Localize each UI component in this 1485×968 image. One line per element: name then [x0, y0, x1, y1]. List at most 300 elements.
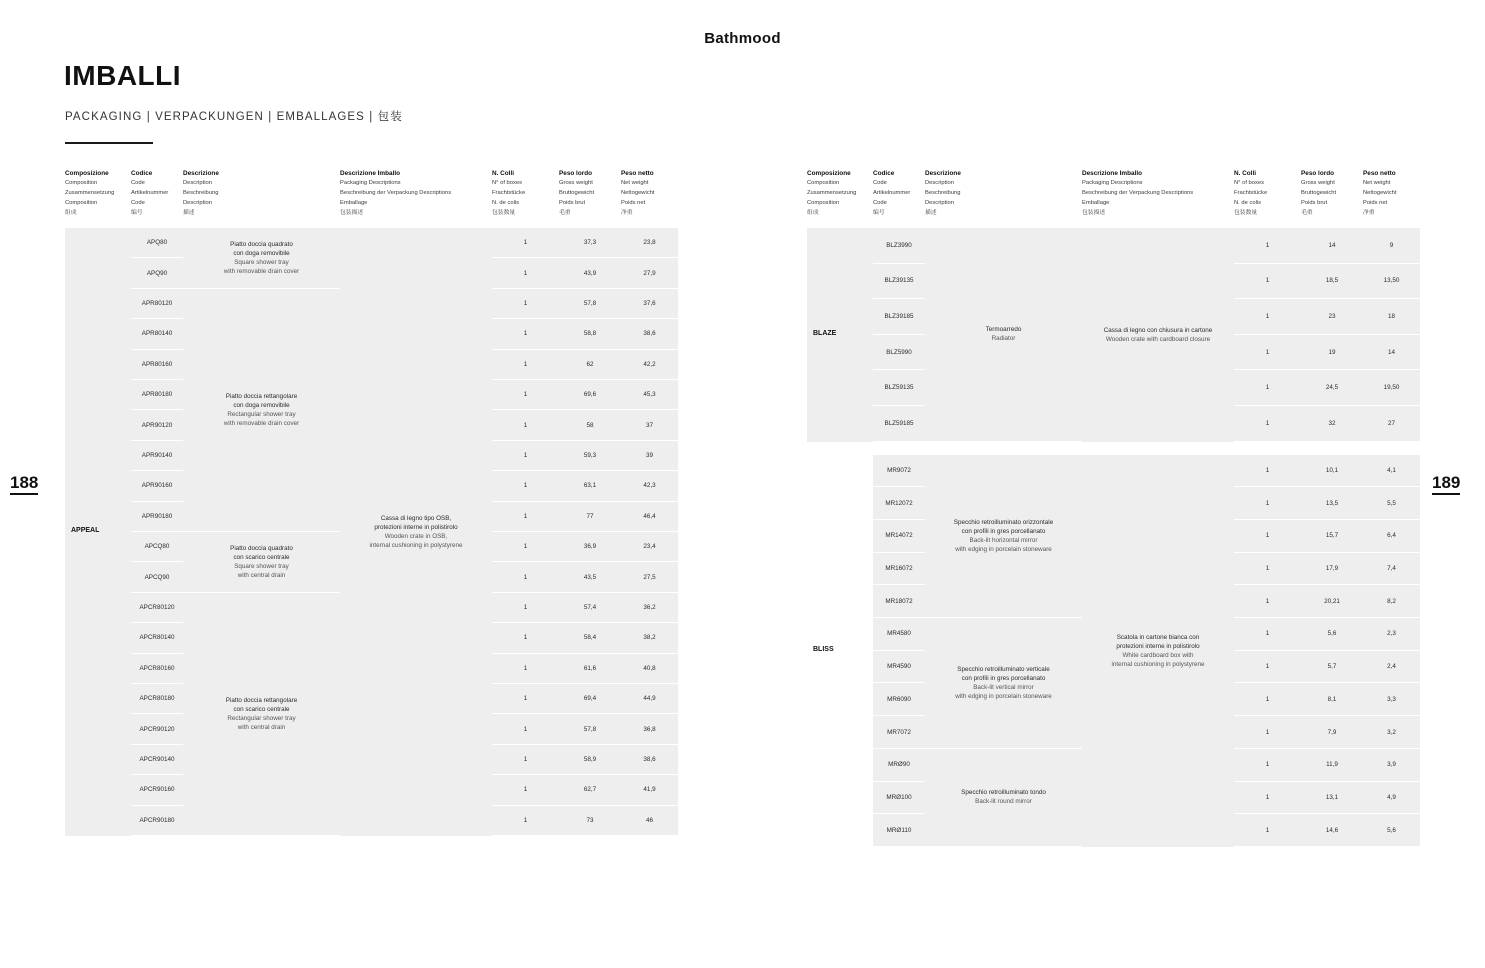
column-header-title: Composizione: [807, 170, 851, 177]
table-cell-boxes: 1: [492, 228, 559, 258]
column-header: [925, 170, 1082, 219]
table-cell-net-weight: 7,4: [1363, 553, 1420, 586]
description-en: with removable drain cover: [223, 420, 300, 428]
packaging-cell: [340, 228, 492, 836]
table-cell-boxes: 1: [1234, 299, 1301, 335]
column-header: [131, 170, 183, 219]
table-cell-gross-weight: 11,9: [1301, 749, 1363, 782]
table-cell-code: MR9072: [873, 455, 925, 488]
table-cell-code: MR18072: [873, 585, 925, 618]
column-header: [1301, 170, 1363, 219]
page-number-right: 189: [1432, 474, 1460, 495]
column-header-line: Poids brut: [559, 199, 586, 206]
description-en: Rectangular shower tray: [227, 410, 296, 418]
table-cell-boxes: 1: [1234, 520, 1301, 553]
table-cell-boxes: 1: [1234, 455, 1301, 488]
table-cell-boxes: 1: [1234, 683, 1301, 716]
table-cell-gross-weight: 43,9: [559, 258, 621, 288]
column-header-title: N. Colli: [492, 170, 515, 177]
column-header-line: Code: [131, 199, 145, 206]
column-header-line: Description: [925, 180, 954, 186]
table-header-row: [65, 170, 678, 228]
table-cell-code: APCR90180: [131, 806, 183, 836]
table-cell-net-weight: 5,6: [1363, 814, 1420, 847]
table-cell-code: BLZ39135: [873, 264, 925, 300]
table-cell-net-weight: 3,9: [1363, 749, 1420, 782]
packaging-cell: [1082, 455, 1234, 847]
table-cell-gross-weight: 8,1: [1301, 683, 1363, 716]
table-cell-net-weight: 18: [1363, 299, 1420, 335]
packaging-it: protezioni interne in polistirolo: [374, 523, 458, 531]
column-header-line: 净重: [1363, 209, 1375, 216]
table-cell-gross-weight: 43,5: [559, 562, 621, 592]
table-cell-code: BLZ59185: [873, 406, 925, 442]
table-cell-code: APR80120: [131, 289, 183, 319]
column-header-line: Gross weight: [559, 180, 593, 186]
column-header-line: Artikelnummer: [131, 189, 169, 196]
table-cell-code: APCR90160: [131, 775, 183, 805]
table-cell-boxes: 1: [492, 806, 559, 836]
table-header-row: [807, 170, 1420, 228]
table-cell-net-weight: 46: [621, 806, 678, 836]
description-cell: [183, 228, 340, 289]
column-header: [1082, 170, 1234, 219]
column-header-line: N. de colis: [492, 199, 520, 206]
description-cell: [183, 289, 340, 532]
description-it: con scarico centrale: [233, 705, 290, 713]
table-cell-code: APCR90120: [131, 714, 183, 744]
description-it: Specchio retroilluminato orizzontale: [953, 518, 1054, 526]
table-cell-boxes: 1: [492, 532, 559, 562]
table-gap: [807, 442, 1420, 455]
table-cell-boxes: 1: [1234, 406, 1301, 442]
table-cell-net-weight: 40,8: [621, 654, 678, 684]
table-cell-code: BLZ3990: [873, 228, 925, 264]
table-cell-gross-weight: 73: [559, 806, 621, 836]
table-cell-net-weight: 2,4: [1363, 651, 1420, 684]
description-en: Square shower tray: [234, 258, 289, 266]
column-header-line: Beschreibung der Verpackung Descriptions: [340, 189, 452, 196]
table-cell-net-weight: 46,4: [621, 502, 678, 532]
packaging-en: Wooden crate with cardboard closure: [1105, 335, 1211, 343]
table-cell-gross-weight: 58,4: [559, 623, 621, 653]
table-cell-gross-weight: 18,5: [1301, 264, 1363, 300]
table-cell-boxes: 1: [1234, 228, 1301, 264]
column-header-line: Packaging Descriptions: [1082, 180, 1143, 186]
column-header-line: Poids net: [1363, 199, 1388, 206]
table-cell-net-weight: 27: [1363, 406, 1420, 442]
table-cell-code: MRØ110: [873, 814, 925, 847]
table-cell-boxes: 1: [492, 410, 559, 440]
column-header-line: Composition: [65, 180, 98, 186]
table-cell-code: APQ80: [131, 228, 183, 258]
table-cell-code: APCR80140: [131, 623, 183, 653]
table-cell-code: APCQ90: [131, 562, 183, 592]
column-header-line: 描述: [925, 209, 937, 216]
table-cell-code: BLZ5990: [873, 335, 925, 371]
description-en: Rectangular shower tray: [227, 714, 296, 722]
table-body: [807, 455, 1420, 847]
packaging-table-left: [65, 170, 678, 836]
column-header-line: Composition: [807, 199, 840, 206]
table-cell-gross-weight: 69,6: [559, 380, 621, 410]
table-cell-gross-weight: 57,8: [559, 289, 621, 319]
table-cell-net-weight: 27,9: [621, 258, 678, 288]
column-header-line: Description: [183, 180, 212, 186]
table-cell-gross-weight: 24,5: [1301, 370, 1363, 406]
column-header-title: Descrizione Imballo: [1082, 170, 1143, 177]
column-header-line: Frachtstücke: [1234, 189, 1268, 196]
table-cell-boxes: 1: [492, 745, 559, 775]
table-cell-net-weight: 3,2: [1363, 716, 1420, 749]
table-cell-boxes: 1: [492, 258, 559, 288]
table-cell-net-weight: 6,4: [1363, 520, 1420, 553]
table-cell-boxes: 1: [492, 441, 559, 471]
column-header-line: Artikelnummer: [873, 189, 911, 196]
column-header-line: 毛重: [559, 209, 571, 216]
table-cell-code: APCQ80: [131, 532, 183, 562]
column-header-line: Poids net: [621, 199, 646, 206]
description-en: Back-lit round mirror: [975, 798, 1032, 806]
column-header-title: Codice: [131, 170, 153, 177]
table-cell-gross-weight: 23: [1301, 299, 1363, 335]
table-cell-gross-weight: 20,21: [1301, 585, 1363, 618]
column-header-line: 编号: [873, 209, 885, 216]
column-header: [621, 170, 678, 219]
table-cell-net-weight: 38,6: [621, 319, 678, 349]
column-header-line: Frachtstücke: [492, 189, 526, 196]
description-it: Specchio retroilluminato tondo: [961, 789, 1046, 797]
description-it: Termoarredo: [985, 326, 1022, 334]
table-cell-code: APR80140: [131, 319, 183, 349]
column-header-line: Nettogewicht: [621, 189, 655, 196]
table-cell-gross-weight: 58: [559, 410, 621, 440]
table-cell-boxes: 1: [492, 562, 559, 592]
table-cell-net-weight: 37: [621, 410, 678, 440]
description-it: Piatto doccia rettangolare: [225, 696, 298, 704]
table-cell-net-weight: 9: [1363, 228, 1420, 264]
column-header-line: 包装数量: [1234, 209, 1258, 216]
column-header-title: Peso netto: [1363, 170, 1396, 177]
table-cell-net-weight: 36,2: [621, 593, 678, 623]
description-en: Back-lit horizontal mirror: [969, 536, 1038, 544]
table-cell-boxes: 1: [492, 684, 559, 714]
table-cell-code: BLZ59135: [873, 370, 925, 406]
table-cell-gross-weight: 37,3: [559, 228, 621, 258]
table-cell-code: MR4580: [873, 618, 925, 651]
page-number-left: 188: [10, 474, 38, 495]
column-header-line: Description: [183, 199, 212, 206]
description-en: with central drain: [237, 572, 286, 580]
table-cell-boxes: 1: [492, 654, 559, 684]
table-cell-net-weight: 45,3: [621, 380, 678, 410]
table-cell-code: MRØ90: [873, 749, 925, 782]
table-cell-gross-weight: 10,1: [1301, 455, 1363, 488]
column-header-title: Peso lordo: [559, 170, 593, 177]
column-header-title: Peso netto: [621, 170, 654, 177]
column-header: [183, 170, 340, 219]
column-header-title: Codice: [873, 170, 895, 177]
description-it: con scarico centrale: [233, 553, 290, 561]
table-cell-boxes: 1: [492, 350, 559, 380]
table-cell-code: MR12072: [873, 487, 925, 520]
table-cell-boxes: 1: [1234, 651, 1301, 684]
column-header-title: Descrizione Imballo: [340, 170, 401, 177]
table-cell-net-weight: 4,9: [1363, 782, 1420, 815]
table-cell-net-weight: 37,6: [621, 289, 678, 319]
table-cell-boxes: 1: [1234, 585, 1301, 618]
column-header: [65, 170, 131, 219]
column-header-line: Zusammensetzung: [807, 189, 857, 196]
packaging-it: Cassa di legno con chiusura in cartone: [1103, 326, 1213, 334]
description-en: Square shower tray: [234, 562, 289, 570]
table-cell-code: MR6090: [873, 683, 925, 716]
table-cell-gross-weight: 7,9: [1301, 716, 1363, 749]
family-label: APPEAL: [71, 527, 100, 534]
description-en: with edging in porcelain stoneware: [955, 545, 1052, 553]
table-cell-net-weight: 8,2: [1363, 585, 1420, 618]
packaging-it: Scatola in cartone bianca con: [1116, 633, 1200, 641]
table-cell-code: APCR80160: [131, 654, 183, 684]
table-cell-code: APQ90: [131, 258, 183, 288]
table-cell-gross-weight: 17,9: [1301, 553, 1363, 586]
table-cell-code: MR4590: [873, 651, 925, 684]
table-cell-code: APCR80180: [131, 684, 183, 714]
table-cell-boxes: 1: [1234, 264, 1301, 300]
description-cell: [183, 593, 340, 836]
column-header-line: 毛重: [1301, 209, 1313, 216]
table-cell-code: APCR90140: [131, 745, 183, 775]
packaging-it: Cassa di legno tipo OSB,: [380, 514, 452, 522]
column-header-line: N° of boxes: [1234, 180, 1265, 186]
table-cell-gross-weight: 69,4: [559, 684, 621, 714]
description-cell: [925, 749, 1082, 847]
table-body: [65, 228, 678, 836]
table-cell-boxes: 1: [1234, 814, 1301, 847]
packaging-en: internal cushioning in polystyrene: [369, 542, 463, 550]
description-it: Piatto doccia rettangolare: [225, 392, 298, 400]
column-header-title: Descrizione: [183, 170, 219, 177]
table-cell-boxes: 1: [492, 714, 559, 744]
table-cell-code: APR90180: [131, 502, 183, 532]
column-header-line: Beschreibung: [183, 189, 219, 196]
table-cell-code: MR16072: [873, 553, 925, 586]
column-header-line: 组成: [65, 209, 77, 216]
table-cell-boxes: 1: [492, 471, 559, 501]
description-it: Specchio retroilluminato verticale: [957, 665, 1050, 673]
column-header-line: Zusammensetzung: [65, 189, 115, 196]
description-cell: [925, 618, 1082, 749]
column-header-line: Poids brut: [1301, 199, 1328, 206]
table-cell-gross-weight: 5,7: [1301, 651, 1363, 684]
table-cell-code: MR7072: [873, 716, 925, 749]
table-cell-boxes: 1: [1234, 782, 1301, 815]
column-header-line: Emballage: [340, 199, 368, 206]
column-header-line: 编号: [131, 209, 143, 216]
table-cell-net-weight: 5,5: [1363, 487, 1420, 520]
table-cell-net-weight: 39: [621, 441, 678, 471]
table-cell-net-weight: 2,3: [1363, 618, 1420, 651]
column-header-line: Composition: [65, 199, 98, 206]
table-cell-boxes: 1: [1234, 618, 1301, 651]
table-cell-code: APR80160: [131, 350, 183, 380]
table-cell-net-weight: 44,9: [621, 684, 678, 714]
column-header-line: Description: [925, 199, 954, 206]
table-cell-boxes: 1: [492, 775, 559, 805]
column-header-line: Beschreibung der Verpackung Descriptions: [1082, 189, 1194, 196]
description-it: Piatto doccia quadrato: [230, 544, 293, 552]
table-cell-boxes: 1: [1234, 335, 1301, 371]
column-header: [873, 170, 925, 219]
packaging-en: White cardboard box with: [1122, 651, 1194, 659]
column-header-line: Packaging Descriptions: [340, 180, 401, 186]
column-header-line: Bruttogewicht: [1301, 189, 1337, 196]
table-cell-code: APR90140: [131, 441, 183, 471]
column-header-line: Net weight: [621, 180, 649, 186]
title-rule: [65, 142, 153, 144]
table-cell-net-weight: 42,2: [621, 350, 678, 380]
description-en: with central drain: [237, 724, 286, 732]
column-header-line: Nettogewicht: [1363, 189, 1397, 196]
packaging-it: protezioni interne in polistirolo: [1116, 642, 1200, 650]
column-header-line: N° of boxes: [492, 180, 523, 186]
column-header-line: Composition: [807, 180, 840, 186]
table-cell-gross-weight: 36,9: [559, 532, 621, 562]
column-header-title: Peso lordo: [1301, 170, 1335, 177]
table-cell-boxes: 1: [492, 319, 559, 349]
column-header: [1234, 170, 1301, 219]
table-cell-gross-weight: 59,3: [559, 441, 621, 471]
table-cell-net-weight: 38,2: [621, 623, 678, 653]
column-header-line: N. de colis: [1234, 199, 1262, 206]
table-cell-net-weight: 42,3: [621, 471, 678, 501]
column-header-line: 包装数量: [492, 209, 516, 216]
table-cell-net-weight: 38,6: [621, 745, 678, 775]
description-cell: [925, 455, 1082, 619]
page-subtitle: PACKAGING | VERPACKUNGEN | EMBALLAGES | 包装: [65, 111, 403, 123]
table-cell-boxes: 1: [1234, 370, 1301, 406]
table-cell-code: APCR80120: [131, 593, 183, 623]
table-cell-gross-weight: 62,7: [559, 775, 621, 805]
column-header-line: 组成: [807, 209, 819, 216]
table-cell-boxes: 1: [492, 289, 559, 319]
table-cell-gross-weight: 63,1: [559, 471, 621, 501]
table-cell-gross-weight: 5,6: [1301, 618, 1363, 651]
description-it: Piatto doccia quadrato: [230, 240, 293, 248]
table-cell-net-weight: 14: [1363, 335, 1420, 371]
packaging-cell: [1082, 228, 1234, 442]
column-header-line: Bruttogewicht: [559, 189, 595, 196]
table-cell-gross-weight: 13,5: [1301, 487, 1363, 520]
column-header-line: Code: [873, 180, 887, 186]
table-cell-boxes: 1: [1234, 716, 1301, 749]
table-body: [807, 228, 1420, 442]
description-it: con profili in gres porcellanato: [961, 527, 1046, 535]
column-header: [340, 170, 492, 219]
table-cell-gross-weight: 14,6: [1301, 814, 1363, 847]
table-cell-gross-weight: 14: [1301, 228, 1363, 264]
table-cell-net-weight: 36,8: [621, 714, 678, 744]
description-cell: [925, 228, 1082, 442]
column-header: [807, 170, 873, 219]
description-cell: [183, 532, 340, 593]
table-cell-gross-weight: 19: [1301, 335, 1363, 371]
column-header-line: 净重: [621, 209, 633, 216]
brand-logo: Bathmood: [704, 30, 781, 47]
table-cell-net-weight: 27,5: [621, 562, 678, 592]
column-header-line: 包装描述: [340, 209, 364, 216]
column-header-line: 包装描述: [1082, 209, 1106, 216]
description-en: Radiator: [991, 335, 1016, 343]
table-cell-net-weight: 23,8: [621, 228, 678, 258]
table-cell-boxes: 1: [492, 502, 559, 532]
family-label: BLAZE: [813, 329, 837, 337]
table-cell-gross-weight: 13,1: [1301, 782, 1363, 815]
table-cell-code: MR14072: [873, 520, 925, 553]
column-header-line: Beschreibung: [925, 189, 961, 196]
table-cell-net-weight: 19,50: [1363, 370, 1420, 406]
table-cell-boxes: 1: [1234, 749, 1301, 782]
packaging-en: Wooden crate in OSB,: [384, 533, 448, 540]
table-cell-boxes: 1: [1234, 553, 1301, 586]
table-cell-net-weight: 13,50: [1363, 264, 1420, 300]
column-header-title: Descrizione: [925, 170, 961, 177]
table-cell-gross-weight: 57,8: [559, 714, 621, 744]
table-cell-gross-weight: 32: [1301, 406, 1363, 442]
table-cell-boxes: 1: [492, 380, 559, 410]
table-cell-boxes: 1: [1234, 487, 1301, 520]
column-header-line: Gross weight: [1301, 180, 1335, 186]
column-header-line: 描述: [183, 209, 195, 216]
table-cell-net-weight: 41,9: [621, 775, 678, 805]
table-cell-code: APR80180: [131, 380, 183, 410]
column-header-line: Emballage: [1082, 199, 1110, 206]
column-header: [559, 170, 621, 219]
table-cell-gross-weight: 62: [559, 350, 621, 380]
description-it: con profili in gres porcellanato: [961, 674, 1046, 682]
table-cell-code: BLZ39185: [873, 299, 925, 335]
column-header-title: N. Colli: [1234, 170, 1257, 177]
table-cell-gross-weight: 57,4: [559, 593, 621, 623]
column-header-line: Code: [131, 180, 145, 186]
table-cell-gross-weight: 15,7: [1301, 520, 1363, 553]
table-cell-net-weight: 3,3: [1363, 683, 1420, 716]
table-cell-code: APR90160: [131, 471, 183, 501]
column-header: [492, 170, 559, 219]
description-it: con doga removibile: [233, 249, 290, 257]
column-header-title: Composizione: [65, 170, 109, 177]
table-cell-gross-weight: 58,8: [559, 319, 621, 349]
table-cell-code: APR90120: [131, 410, 183, 440]
family-label: BLISS: [813, 645, 834, 653]
column-header: [1363, 170, 1420, 219]
description-it: con doga removibile: [233, 401, 290, 409]
table-cell-boxes: 1: [492, 623, 559, 653]
table-cell-net-weight: 4,1: [1363, 455, 1420, 488]
description-en: with removable drain cover: [223, 268, 300, 276]
description-en: with edging in porcelain stoneware: [955, 693, 1052, 701]
packaging-table-right: [807, 170, 1420, 847]
description-en: Back-lit vertical mirror: [973, 683, 1034, 691]
table-cell-gross-weight: 61,6: [559, 654, 621, 684]
page-title: IMBALLI: [64, 60, 182, 91]
table-cell-code: MRØ100: [873, 782, 925, 815]
column-header-line: Code: [873, 199, 887, 206]
table-cell-gross-weight: 58,9: [559, 745, 621, 775]
table-cell-gross-weight: 77: [559, 502, 621, 532]
table-cell-boxes: 1: [492, 593, 559, 623]
column-header-line: Net weight: [1363, 180, 1391, 186]
